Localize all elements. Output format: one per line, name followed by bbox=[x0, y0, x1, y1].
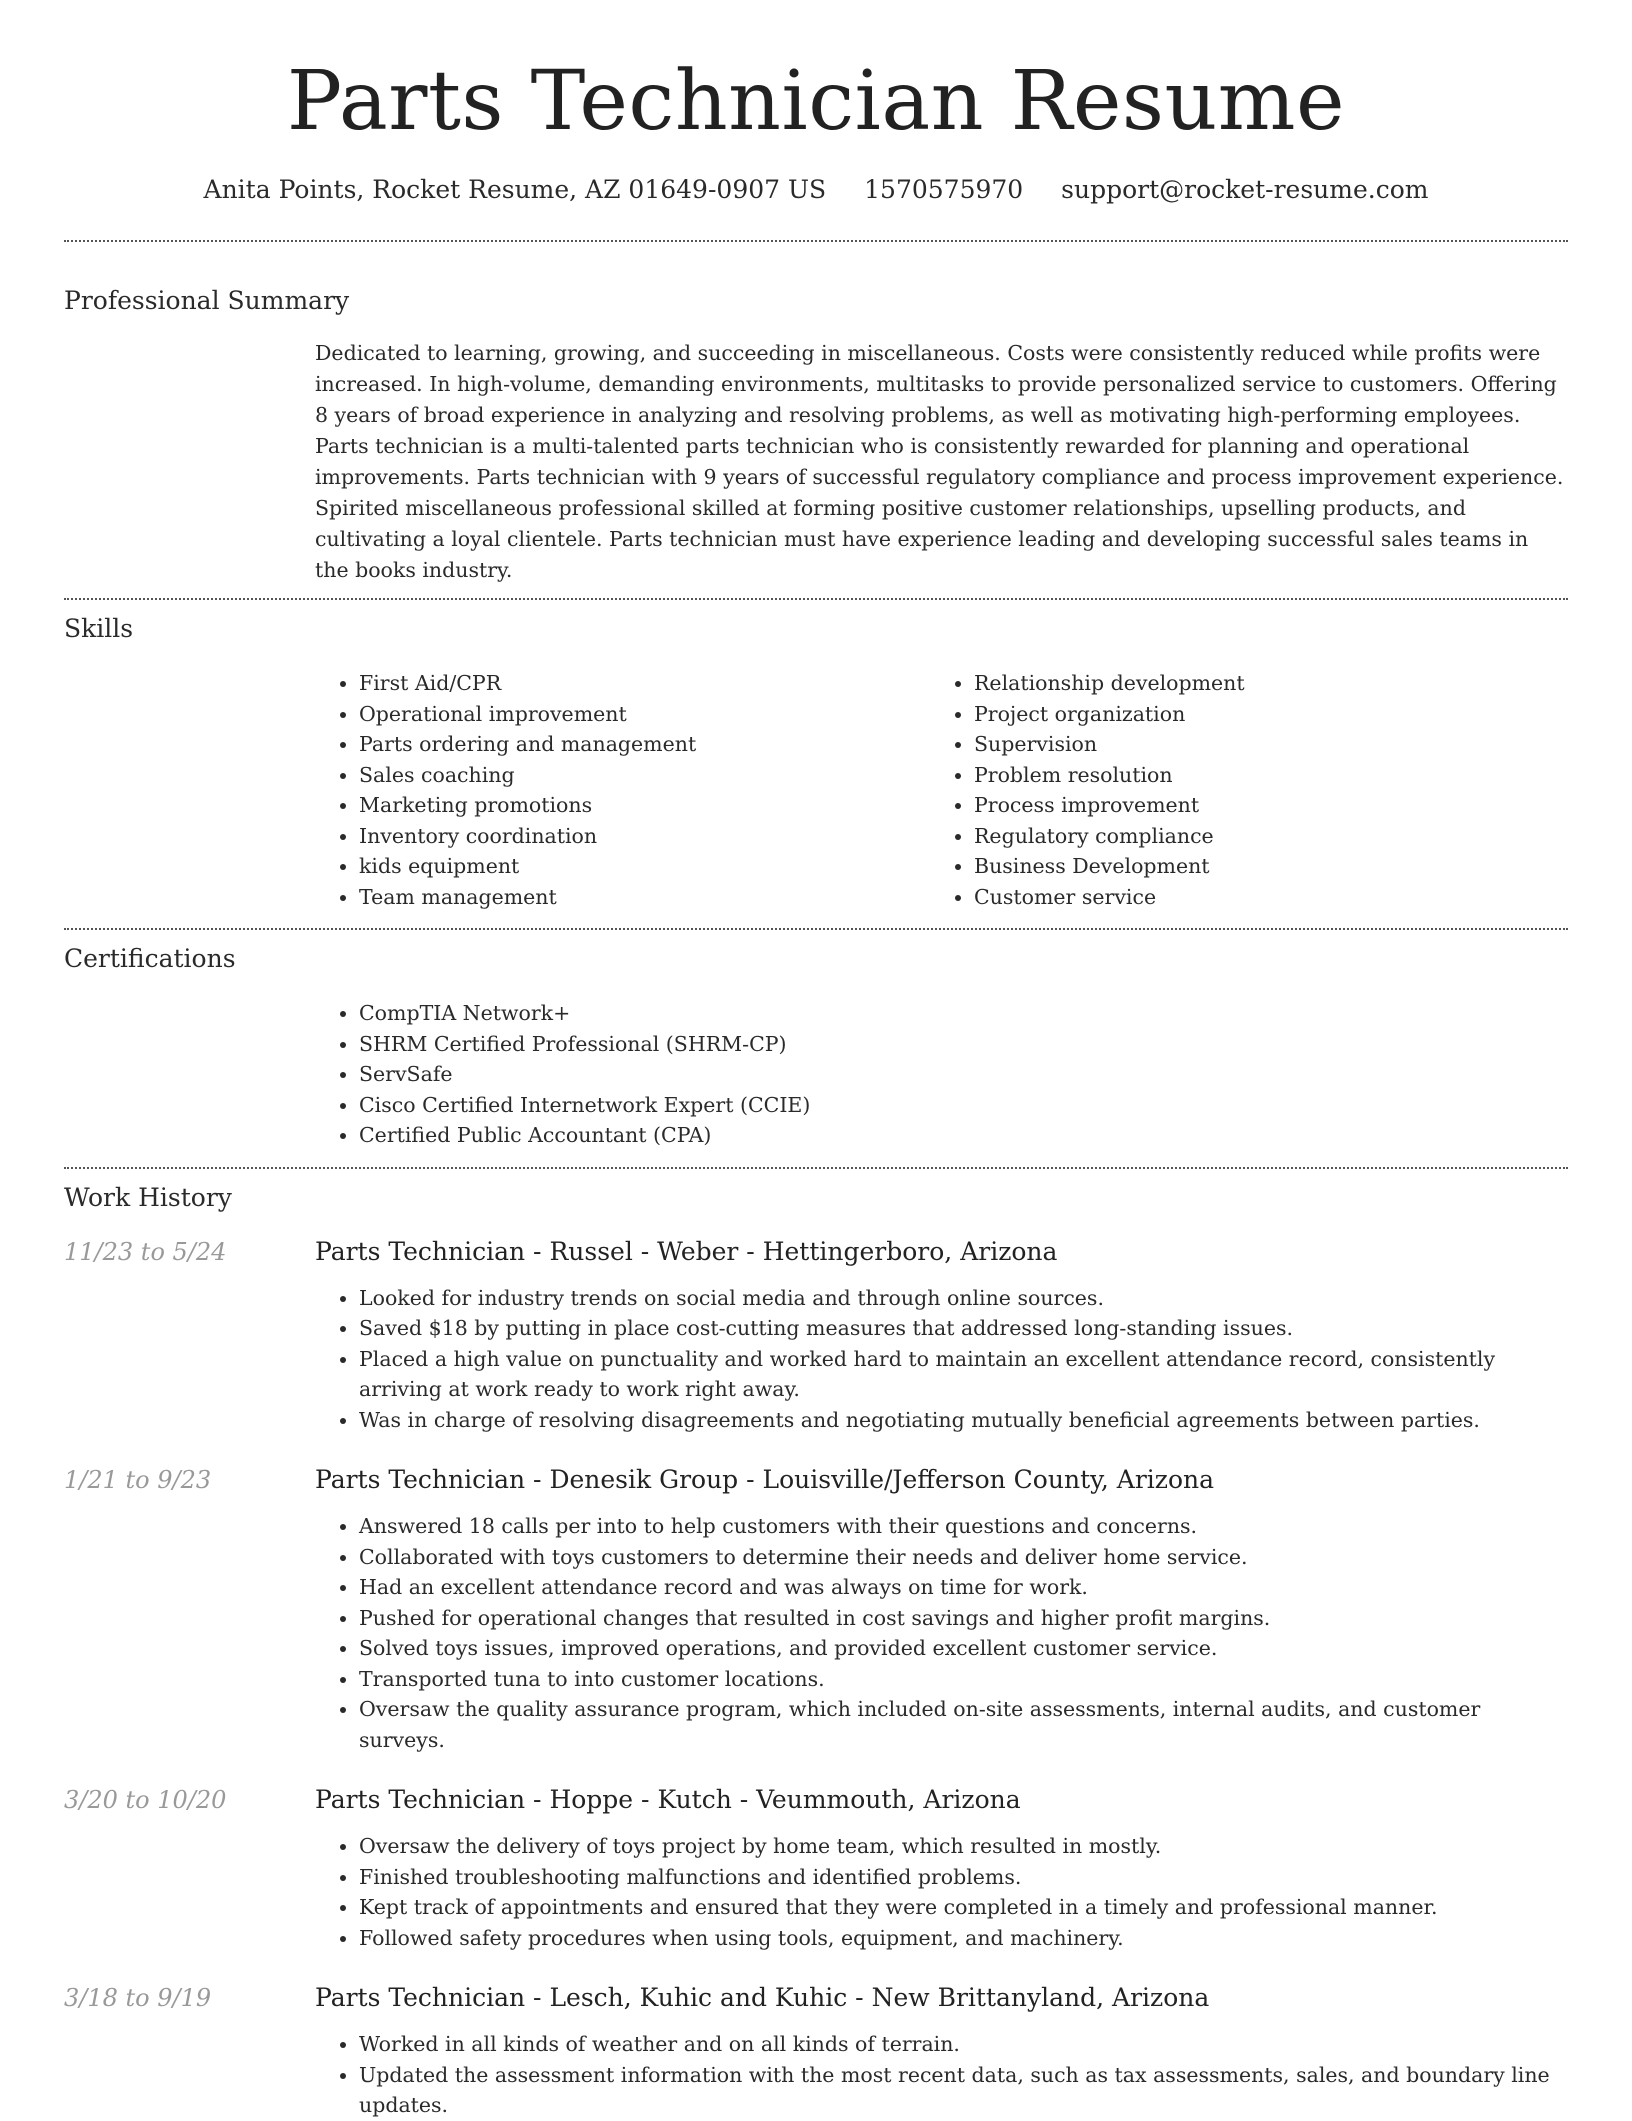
job-bullet: • Saved $18 by putting in place cost-cutting measures that addressed long-standing issues. bbox=[359, 1313, 1568, 1344]
job-bullet: • Finished troubleshooting malfunctions and identified problems. bbox=[359, 1862, 1568, 1893]
job-bullet: • Updated the assessment information with the most recent data, such as tax assessments, sales, and boundary line updates. bbox=[359, 2060, 1568, 2121]
job-bullet: • Oversaw the delivery of toys project by home team, which resulted in mostly. bbox=[359, 1831, 1568, 1862]
skill-item: • Regulatory compliance bbox=[974, 821, 1545, 852]
job-bullet: • Answered 18 calls per into to help customers with their questions and concerns. bbox=[359, 1511, 1568, 1542]
job-bullet: • Worked in all kinds of weather and on all kinds of terrain. bbox=[359, 2029, 1568, 2060]
skill-item: • Marketing promotions bbox=[359, 790, 930, 821]
job-entry bbox=[64, 1235, 1568, 1436]
job-bullets bbox=[315, 1283, 1568, 1436]
certification-item: • Certified Public Accountant (CPA) bbox=[359, 1120, 1568, 1151]
work-history-heading: Work History bbox=[64, 1182, 232, 1212]
skill-item: • Business Development bbox=[974, 851, 1545, 882]
certification-item: • SHRM Certified Professional (SHRM-CP) bbox=[359, 1029, 1568, 1060]
job-dates: 3/20 to 10/20 bbox=[64, 1786, 227, 1814]
skill-item: • Parts ordering and management bbox=[359, 729, 930, 760]
job-bullet: • Was in charge of resolving disagreements and negotiating mutually beneficial agreements between parties. bbox=[359, 1405, 1568, 1436]
job-bullet: • Followed safety procedures when using tools, equipment, and machinery. bbox=[359, 1923, 1568, 1954]
job-title: Parts Technician - Denesik Group - Louisville/Jefferson County, Arizona bbox=[315, 1465, 1215, 1494]
certification-item: • CompTIA Network+ bbox=[359, 998, 1568, 1029]
skills-column-right bbox=[930, 668, 1545, 912]
skill-item: • Team management bbox=[359, 882, 930, 913]
job-bullets bbox=[315, 1831, 1568, 1953]
job-bullet: • Transported tuna to into customer locations. bbox=[359, 1664, 1568, 1695]
certification-item: • ServSafe bbox=[359, 1059, 1568, 1090]
certification-item: • Cisco Certified Internetwork Expert (CCIE) bbox=[359, 1090, 1568, 1121]
certifications-heading: Certifications bbox=[64, 944, 236, 973]
summary-text: Dedicated to learning, growing, and succeeding in miscellaneous. Costs were consistently reduced while profits were increased. In high-volume, demanding environments, multitasks to provide personalized service to customers. Offering 8 years of broad experience in analyzing and resolving problems, as well as motivating high-performing employees. Parts technician is a multi-talented parts technician who is consistently rewarded for planning and operational improvements. Parts technician with 9 years of successful regulatory compliance and process improvement experience. Spirited miscellaneous professional skilled at forming positive customer relationships, upselling products, and cultivating a loyal clientele. Parts technician must have experience leading and developing successful sales teams in the books industry. bbox=[315, 341, 1564, 582]
summary-section bbox=[64, 242, 1568, 598]
skill-item: • Problem resolution bbox=[974, 760, 1545, 791]
skill-item: • Sales coaching bbox=[359, 760, 930, 791]
contact-address: Anita Points, Rocket Resume, AZ 01649-0907 US bbox=[203, 175, 827, 204]
job-bullet: • Collaborated with toys customers to determine their needs and deliver home service. bbox=[359, 1542, 1568, 1573]
skills-grid bbox=[315, 668, 1568, 912]
job-dates: 1/21 to 9/23 bbox=[64, 1466, 212, 1494]
skill-item: • Process improvement bbox=[974, 790, 1545, 821]
job-bullet: • Had an excellent attendance record and was always on time for work. bbox=[359, 1572, 1568, 1603]
job-bullet: • Kept track of appointments and ensured that they were completed in a timely and professional manner. bbox=[359, 1892, 1568, 1923]
skills-section bbox=[64, 600, 1568, 928]
contact-email: support@rocket-resume.com bbox=[1061, 175, 1429, 204]
resume-page bbox=[64, 0, 1568, 2121]
job-dates: 3/18 to 9/19 bbox=[64, 1984, 212, 2012]
job-title: Parts Technician - Russel - Weber - Hettingerboro, Arizona bbox=[315, 1236, 1058, 1266]
certifications-list bbox=[315, 998, 1568, 1151]
contact-line bbox=[64, 172, 1568, 208]
job-entry bbox=[64, 1783, 1568, 1953]
job-entry bbox=[64, 1981, 1568, 2121]
resume-title: Parts Technician Resume bbox=[286, 54, 1346, 149]
job-bullet: • Looked for industry trends on social media and through online sources. bbox=[359, 1283, 1568, 1314]
job-bullets bbox=[315, 2029, 1568, 2121]
skill-item: • Project organization bbox=[974, 699, 1545, 730]
skill-item: • Relationship development bbox=[974, 668, 1545, 699]
skill-item: • Customer service bbox=[974, 882, 1545, 913]
job-title: Parts Technician - Hoppe - Kutch - Veummouth, Arizona bbox=[315, 1785, 1021, 1814]
skill-item: • Supervision bbox=[974, 729, 1545, 760]
work-history-section bbox=[64, 1169, 1568, 2121]
skill-item: • First Aid/CPR bbox=[359, 668, 930, 699]
job-title: Parts Technician - Lesch, Kuhic and Kuhic - New Brittanyland, Arizona bbox=[315, 1983, 1210, 2012]
contact-phone: 1570575970 bbox=[864, 175, 1024, 204]
job-bullet: • Solved toys issues, improved operations, and provided excellent customer service. bbox=[359, 1633, 1568, 1664]
skill-item: • kids equipment bbox=[359, 851, 930, 882]
job-bullets bbox=[315, 1511, 1568, 1755]
skills-heading: Skills bbox=[64, 614, 134, 643]
job-dates: 11/23 to 5/24 bbox=[64, 1237, 227, 1266]
skill-item: • Operational improvement bbox=[359, 699, 930, 730]
job-bullet: • Pushed for operational changes that resulted in cost savings and higher profit margins. bbox=[359, 1603, 1568, 1634]
certifications-section bbox=[64, 930, 1568, 1167]
skill-item: • Inventory coordination bbox=[359, 821, 930, 852]
summary-heading: Professional Summary bbox=[64, 286, 350, 315]
job-bullet: • Oversaw the quality assurance program, which included on-site assessments, internal audits, and customer surveys. bbox=[359, 1694, 1568, 1755]
job-entry bbox=[64, 1463, 1568, 1755]
job-bullet: • Placed a high value on punctuality and worked hard to maintain an excellent attendance record, consistently arriving at work ready to work right away. bbox=[359, 1344, 1568, 1405]
skills-column-left bbox=[315, 668, 930, 912]
